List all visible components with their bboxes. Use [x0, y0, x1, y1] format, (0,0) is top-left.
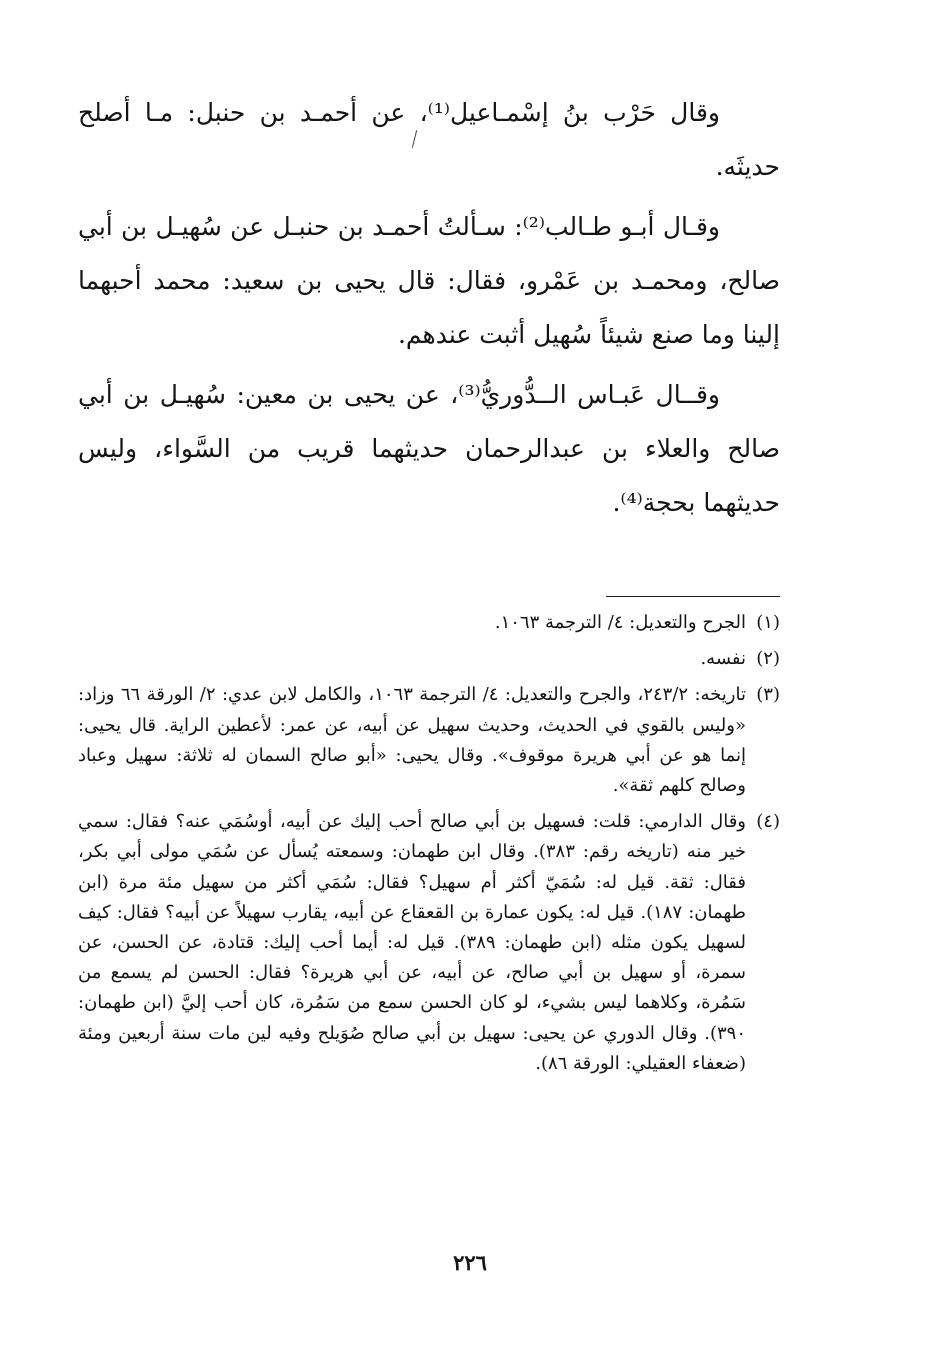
footnote-2: [78, 644, 780, 674]
footnote-text: الجرح والتعديل: ٤/ الترجمة ١٠٦٣.: [494, 612, 746, 633]
paragraph-abbas-duri: [78, 368, 780, 530]
page-number: ٢٢٦: [453, 1250, 487, 1275]
footnote-4: [78, 807, 780, 1079]
footnote-1: [78, 608, 780, 638]
footnote-number: (٤): [756, 811, 780, 833]
main-body-text: [78, 86, 780, 530]
footnote-3: [78, 680, 780, 801]
paragraph-text: وقـال أبـو طـالب⁽²⁾: سـألتُ أحمـد بن حنبـل عن سُهيـل بن أبي صالح، ومحمـد بن عَمْرو، فقال: قال يحيى بن سعيد: محمد أحبهما إلينا وما صنع شيئاً سُهيل أثبت عندهم.: [78, 212, 780, 349]
footnote-text: تاريخه: ٢٤٣/٢، والجرح والتعديل: ٤/ الترجمة ١٠٦٣، والكامل لابن عدي: ٢/ الورقة ٦٦ وزاد: «وليس بالقوي في الحديث، وحديث سهيل عن أبيه، عن عمر: لأعطين الراية. قال يحيى: إنما هو عن أبي هريرة موقوف». وقال يحيى: «أبو صالح السمان له ثلاثة: سهيل وعباد وصالح كلهم ثقة».: [78, 684, 746, 797]
footnote-text: وقال الدارمي: قلت: فسهيل بن أبي صالح أحب إليك عن أبيه، أوسُمَي عنه؟ فقال: سمي خير منه (تاريخه رقم: ٣٨٣). وقال ابن طهمان: وسمعته يُسأل عن سُمَي مولى أبي بكر، فقال: ثقة. قيل له: سُمَيّ أكثر أم سهيل؟ فقال: سُمَي أكثر من سهيل مئة مرة (ابن طهمان: ١٨٧). قيل له: يكون عمارة بن القعقاع عن أبيه، يقارب سهيلاً عن أبيه؟ فقال: كيف لسهيل يكون مثله (ابن طهمان: ٣٨٩). قيل له: أيما أحب إليك: قتادة، عن الحسن، عن سمرة، أو سهيل بن أبي صالح، عن أبيه، عن أبي هريرة؟ فقال: الحسن لم يسمع من سَمُرة، وكلاهما ليس بشيء، لو كان الحسن سمع من سَمُرة، كان أحب إليَّ (ابن طهمان: ٣٩٠). وقال الدوري عن يحيى: سهيل بن أبي صالح صُوَيلح وفيه لين مات سنة أربعين ومئة (ضعفاء العقيلي: الورقة ٨٦).: [78, 811, 747, 1074]
footnotes-section: [78, 608, 780, 1085]
paragraph-harb: [78, 86, 780, 194]
footnote-number: (٣): [756, 684, 780, 706]
paragraph-text: وقال حَرْب بنُ إسْمـاعيل⁽¹⁾، عن أحمـد بن حنبل: مـا أصلح حديثَه.: [78, 98, 780, 181]
paragraph-abu-talib: [78, 200, 780, 362]
footnote-divider: [606, 596, 780, 597]
footnote-text: نفسه.: [700, 648, 746, 670]
footnote-number: (٢): [756, 648, 780, 670]
footnote-number: (١): [756, 612, 780, 633]
paragraph-text: وقــال عَبـاس الــدُّوريُّ⁽³⁾، عن يحيى بن معين: سُهيـل بن أبي صالح والعلاء بن عبدالرحمان حديثهما قريب من السَّواء، وليس حديثهما بحجة⁽⁴⁾.: [78, 380, 780, 517]
